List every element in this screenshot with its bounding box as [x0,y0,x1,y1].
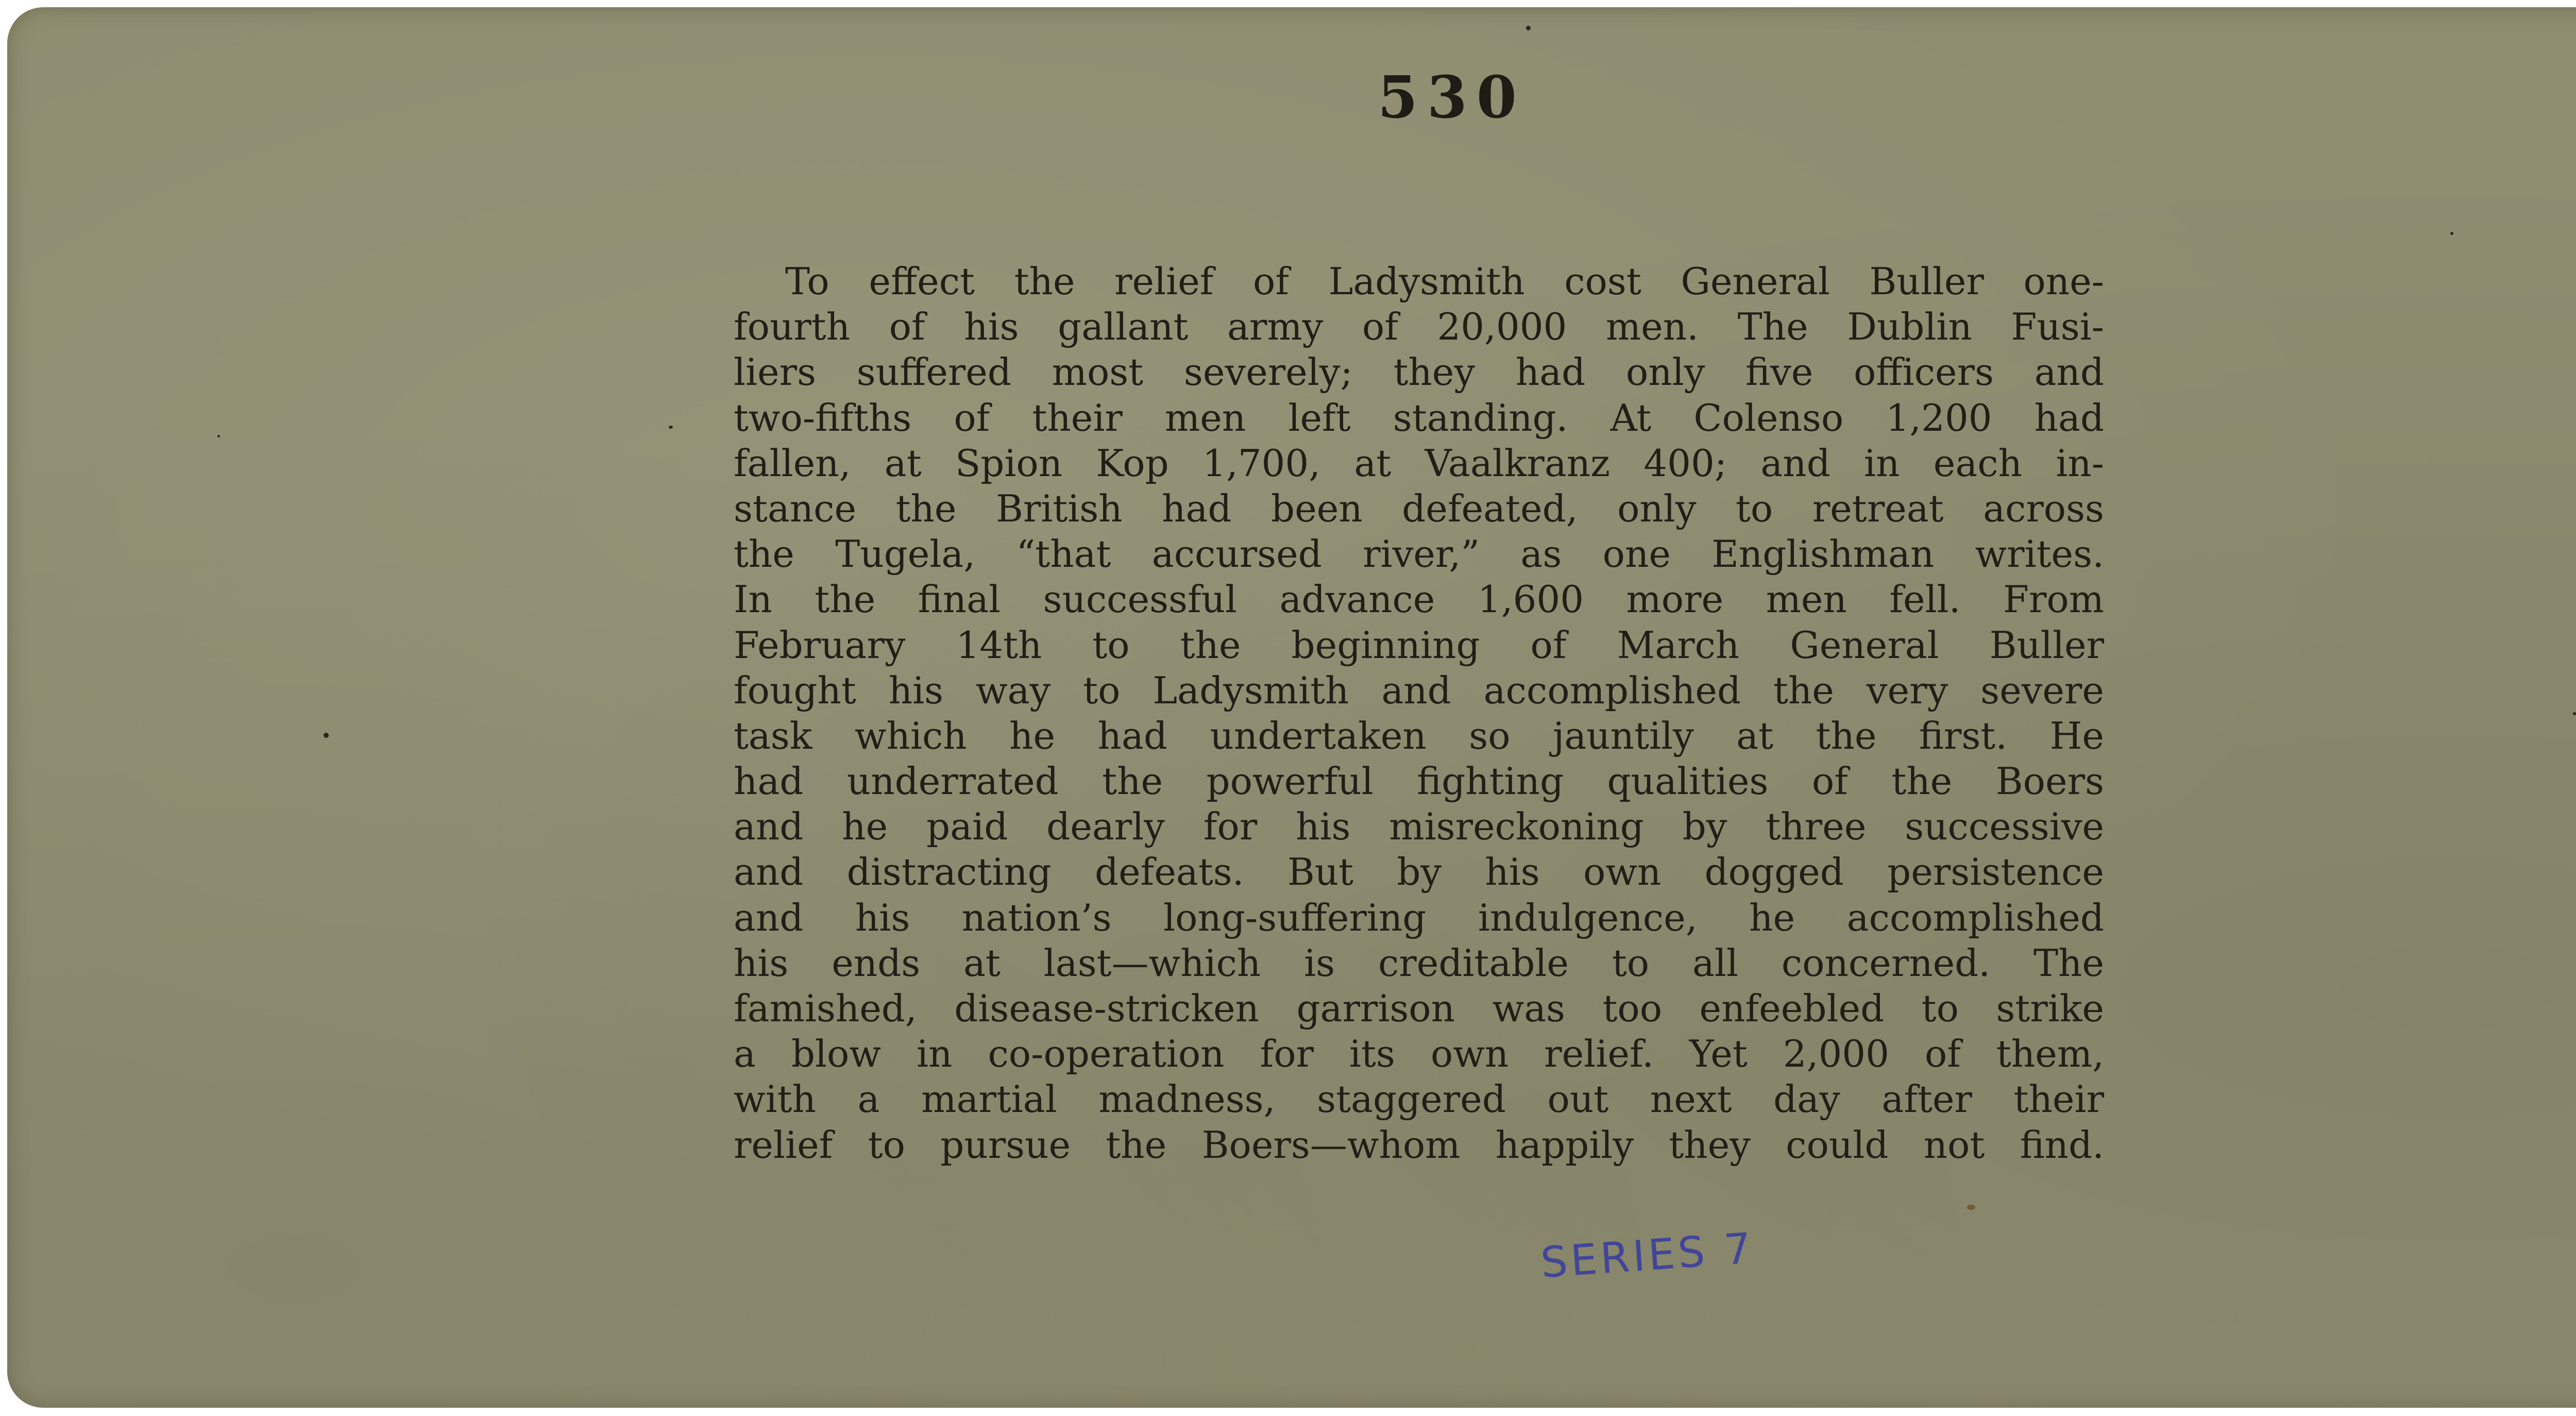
caption-line: and his nation’s long-suffering indulgence, he accomplished [734,896,2104,939]
caption-line: fallen, at Spion Kop 1,700, at Vaalkranz 400; and in each in- [734,441,2104,485]
caption-line: To effect the relief of Ladysmith cost General Buller one- [785,260,2104,303]
card-speck [324,733,329,738]
caption-line: relief to pursue the Boers—whom happily they could not find. [734,1123,2104,1167]
caption-line: his ends at last—which is creditable to all concerned. The [734,941,2104,985]
stereocard-back [7,7,2576,1408]
series-stamp: SERIES 7 [1539,1224,1756,1288]
card-speck [2573,712,2576,715]
caption-line: task which he had undertaken so jauntily at the first. He [734,714,2104,757]
caption-line: and distracting defeats. But by his own dogged persistence [734,850,2104,894]
caption-line: had underrated the powerful fighting qualities of the Boers [734,760,2104,803]
caption-line: In the final successful advance 1,600 more men fell. From [734,578,2104,621]
caption-line: with a martial madness, staggered out next day after their [734,1077,2104,1121]
card-speck [1526,26,1531,30]
caption-line: liers suffered most severely; they had only five officers and [734,350,2104,394]
caption-text [734,259,2104,1181]
caption-line: the Tugela, “that accursed river,” as one Englishman writes. [734,532,2104,576]
caption-line: stance the British had been defeated, only to retreat across [734,486,2104,530]
caption-line: fought his way to Ladysmith and accomplished the very severe [734,668,2104,712]
card-number: 530 [1378,64,1526,131]
caption-line: and he paid dearly for his misreckoning by three successive [734,805,2104,849]
caption-line: February 14th to the beginning of March General Buller [734,623,2104,667]
card-speck [1967,1205,1975,1210]
caption-line: famished, disease-stricken garrison was too enfeebled to strike [734,987,2104,1030]
card-speck [2450,232,2453,235]
caption-line: a blow in co-operation for its own relief. Yet 2,000 of them, [734,1032,2104,1076]
caption-line: fourth of his gallant army of 20,000 men. The Dublin Fusi- [734,305,2104,349]
caption-line: two-fifths of their men left standing. At Colenso 1,200 had [734,396,2104,440]
card-speck [669,426,673,429]
card-speck [217,435,220,437]
